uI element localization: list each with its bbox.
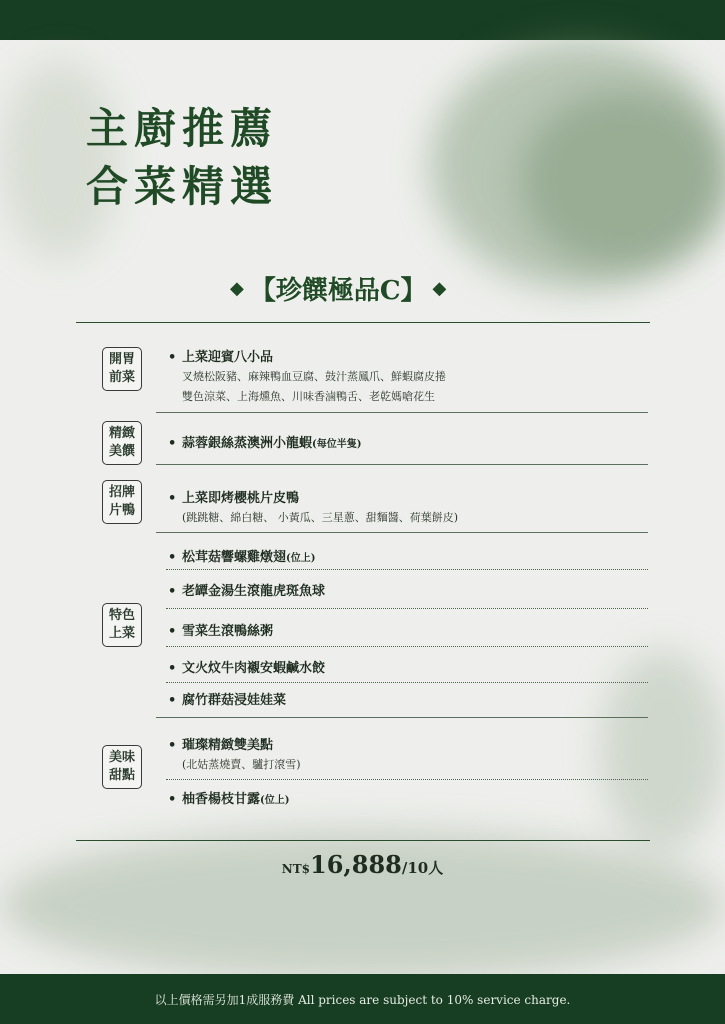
menu-name: [230, 270, 446, 307]
menu-item-text: 雪菜生滾鴨絲粥: [182, 624, 274, 639]
title-line-2: 合菜精選: [86, 162, 279, 211]
section-divider: [156, 532, 648, 533]
menu-item: [168, 657, 325, 676]
bullet-icon: •: [168, 661, 177, 676]
page-title: [86, 100, 278, 216]
price-currency: NT$: [281, 862, 311, 876]
item-divider: [166, 608, 648, 609]
category-badge-specialty: [102, 603, 142, 647]
menu-item: [168, 546, 315, 565]
category-badge-appetizer: [102, 347, 142, 391]
menu-item: [168, 432, 361, 451]
title-line-1: 主廚推薦: [86, 104, 279, 153]
item-divider: [166, 569, 648, 570]
menu-item: [168, 689, 286, 708]
menu-item-text: 柚香楊枝甘露: [182, 792, 261, 807]
menu-item-text: 璀璨精緻雙美點: [182, 738, 274, 753]
menu-item-note: (位上): [260, 795, 290, 806]
menu-item-note: (位上): [286, 553, 316, 564]
menu-item-text: 文火炆牛肉襯安蝦鹹水餃: [182, 661, 326, 676]
bullet-icon: •: [168, 792, 177, 807]
menu-item-text: 腐竹群菇浸娃娃菜: [182, 693, 287, 708]
item-divider: [166, 646, 648, 647]
section-divider: [156, 464, 648, 465]
bullet-icon: •: [168, 550, 177, 565]
menu-item: [168, 346, 273, 365]
menu-item-detail: (北姑蒸燒賣、驢打滾雪): [182, 758, 301, 771]
footer-bar: [0, 974, 725, 1024]
menu-item: [168, 580, 325, 599]
menu-item-text: 上菜迎賓八小品: [182, 350, 274, 365]
bullet-icon: •: [168, 436, 177, 451]
category-label-top: 招牌: [108, 485, 135, 500]
category-label-bottom: 上菜: [108, 626, 135, 641]
menu-item-text: 老罈金湯生滾龍虎斑魚球: [182, 584, 326, 599]
category-label-bottom: 前菜: [108, 370, 135, 385]
menu-item-note: (每位半隻): [312, 439, 362, 450]
ink-wash-top-right-dark: [520, 90, 725, 270]
bullet-icon: •: [168, 693, 177, 708]
ink-wash-right: [600, 650, 725, 850]
divider-bottom: [76, 840, 650, 841]
menu-item: [168, 487, 299, 506]
menu-item-text: 蒜蓉銀絲蒸澳洲小龍蝦: [182, 436, 313, 451]
price-amount: 16,888: [310, 850, 402, 879]
top-bar: [0, 0, 725, 40]
bullet-icon: •: [168, 584, 177, 599]
menu-item-text: 松茸菇響螺雞燉翅: [182, 550, 287, 565]
category-badge-dessert: [102, 745, 142, 789]
menu-item: [168, 734, 273, 753]
price: [0, 850, 725, 879]
bullet-icon: •: [168, 624, 177, 639]
menu-item-detail: 雙色涼菜、上海燻魚、川味香滷鴨舌、老乾媽嗆花生: [182, 390, 435, 403]
diamond-icon: ◆: [230, 278, 244, 299]
menu-item-detail: 叉燒松阪豬、麻辣鴨血豆腐、鼓汁蒸鳳爪、鮮蝦腐皮捲: [182, 370, 446, 383]
menu-item-detail: (跳跳糖、綿白糖、 小黃瓜、三星蔥、甜麵醬、荷葉餅皮): [182, 511, 459, 524]
divider-top: [76, 322, 650, 323]
section-divider: [156, 412, 648, 413]
category-label-bottom: 片鴨: [108, 503, 135, 518]
category-label-top: 開胃: [108, 352, 135, 367]
bullet-icon: •: [168, 738, 177, 753]
category-label-bottom: 甜點: [108, 768, 135, 783]
category-label-top: 美味: [108, 750, 135, 765]
menu-name-text: 【珍饌極品C】: [249, 276, 427, 306]
item-divider: [166, 779, 648, 780]
price-per: /10人: [401, 859, 444, 877]
item-divider: [166, 682, 648, 683]
service-charge-notice: 以上價格需另加1成服務費 All prices are subject to 10% service charge.: [154, 992, 571, 1007]
bullet-icon: •: [168, 350, 177, 365]
bullet-icon: •: [168, 491, 177, 506]
category-label-bottom: 美饌: [108, 444, 135, 459]
diamond-icon: ◆: [432, 278, 447, 299]
category-badge-signature: [102, 421, 142, 465]
category-badge-duck: [102, 480, 142, 524]
category-label-top: 特色: [108, 608, 135, 623]
menu-item-text: 上菜即烤櫻桃片皮鴨: [182, 491, 300, 506]
category-label-top: 精緻: [108, 426, 135, 441]
menu-item: [168, 620, 273, 639]
section-divider: [156, 717, 648, 718]
menu-item: [168, 788, 289, 807]
